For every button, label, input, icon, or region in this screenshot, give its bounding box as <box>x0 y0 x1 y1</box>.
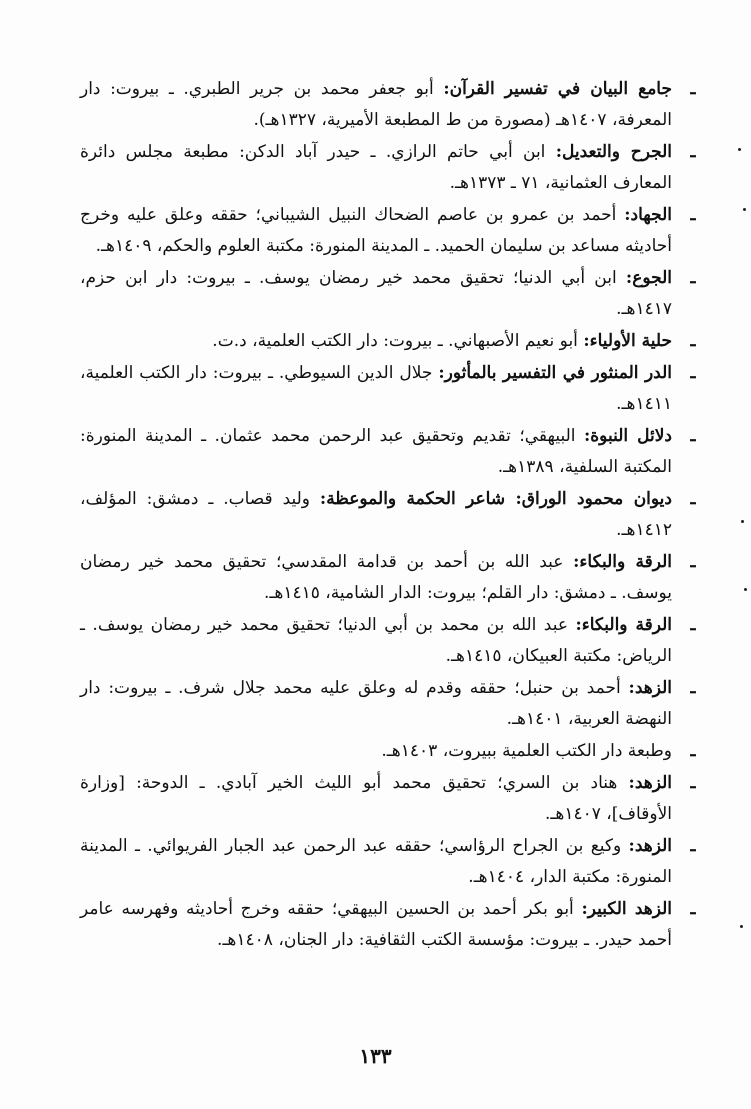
entry-dash: ـ <box>690 426 696 446</box>
entry-dash: ـ <box>690 678 696 698</box>
entry-dash: ـ <box>690 773 696 793</box>
bibliography-list <box>80 74 696 957</box>
entry-text: وطبعة دار الكتب العلمية ببيروت، ١٤٠٣هـ. <box>381 741 672 761</box>
margin-mark <box>738 148 741 151</box>
entry-title: الزهد الكبير: <box>581 899 672 919</box>
entry-text: وكيع بن الجراح الرؤاسي؛ حققه عبد الرحمن عبد الجبار الفريوائي. ـ المدينة المنورة: مكتبة الدار، ١٤٠٤هـ. <box>80 836 672 887</box>
margin-mark <box>740 925 743 928</box>
entry-title: الجرح والتعديل: <box>555 142 672 162</box>
bibliography-entry <box>80 768 696 830</box>
entry-text: وليد قصاب. ـ دمشق: المؤلف، ١٤١٢هـ. <box>80 489 672 540</box>
entry-title: جامع البيان في تفسير القرآن: <box>443 79 672 99</box>
entry-dash: ـ <box>690 363 696 383</box>
bibliography-entry <box>80 736 696 767</box>
bibliography-entry <box>80 137 696 199</box>
entry-title: دلائل النبوة: <box>584 426 672 446</box>
entry-title: الجوع: <box>625 268 672 288</box>
entry-title: الزهد: <box>628 773 672 793</box>
entry-text: أحمد بن حنبل؛ حققه وقدم له وعلق عليه محمد جلال شرف. ـ بيروت: دار النهضة العربية، ١٤٠١هـ. <box>80 678 672 729</box>
entry-title: الرقة والبكاء: <box>575 615 672 635</box>
entry-text: ابن أبي حاتم الرازي. ـ حيدر آباد الدكن: مطبعة مجلس دائرة المعارف العثمانية، ٧١ ـ ١٣٧٣هـ. <box>80 142 672 193</box>
entry-title: حلية الأولياء: <box>583 331 672 351</box>
bibliography-entry <box>80 358 696 420</box>
entry-title: الجهاد: <box>624 205 672 225</box>
entry-text: أبو نعيم الأصبهاني. ـ بيروت: دار الكتب العلمية، د.ت. <box>212 331 584 351</box>
bibliography-entry <box>80 547 696 609</box>
bibliography-entry <box>80 74 696 136</box>
entry-title: الزهد: <box>628 836 672 856</box>
entry-dash: ـ <box>690 489 696 509</box>
entry-title: الرقة والبكاء: <box>573 552 672 572</box>
bibliography-entry <box>80 200 696 262</box>
entry-dash: ـ <box>690 79 696 99</box>
entry-text: هناد بن السري؛ تحقيق محمد أبو الليث الخير آبادي. ـ الدوحة: [وزارة الأوقاف]، ١٤٠٧هـ. <box>80 773 672 824</box>
entry-title: الزهد: <box>628 678 672 698</box>
entry-dash: ـ <box>690 552 696 572</box>
entry-text: جلال الدين السيوطي. ـ بيروت: دار الكتب العلمية، ١٤١١هـ. <box>80 363 672 414</box>
bibliography-entry <box>80 894 696 956</box>
entry-dash: ـ <box>690 899 696 919</box>
bibliography-entry <box>80 421 696 483</box>
entry-title: ديوان محمود الوراق: شاعر الحكمة والموعظة: <box>319 489 672 509</box>
entry-dash: ـ <box>690 142 696 162</box>
entry-text: أبو بكر أحمد بن الحسين البيهقي؛ حققه وخرج أحاديثه وفهرسه عامر أحمد حيدر. ـ بيروت: مؤسسة الكتب الثقافية: دار الجنان، ١٤٠٨هـ. <box>80 899 672 950</box>
bibliography-entry <box>80 673 696 735</box>
entry-dash: ـ <box>690 741 696 761</box>
entry-text: عبد الله بن محمد بن أبي الدنيا؛ تحقيق محمد خير رمضان يوسف. ـ الرياض: مكتبة العبيكان، ١٤١٥هـ. <box>80 615 672 666</box>
margin-mark <box>743 208 746 211</box>
bibliography-entry <box>80 610 696 672</box>
bibliography-entry <box>80 831 696 893</box>
bibliography-entry <box>80 263 696 325</box>
entry-dash: ـ <box>690 268 696 288</box>
entry-dash: ـ <box>690 331 696 351</box>
margin-mark <box>741 520 744 523</box>
entry-text: ابن أبي الدنيا؛ تحقيق محمد خير رمضان يوسف. ـ بيروت: دار ابن حزم، ١٤١٧هـ. <box>80 268 672 319</box>
entry-text: البيهقي؛ تقديم وتحقيق عبد الرحمن محمد عثمان. ـ المدينة المنورة: المكتبة السلفية، ١٣٨٩هـ. <box>80 426 672 477</box>
entry-text: أحمد بن عمرو بن عاصم الضحاك النبيل الشيباني؛ حققه وعلق عليه وخرج أحاديثه مساعد بن سليمان الحميد. ـ المدينة المنورة: مكتبة العلوم والحكم، ١٤٠٩هـ. <box>80 205 672 256</box>
entry-text: عبد الله بن أحمد بن قدامة المقدسي؛ تحقيق محمد خير رمضان يوسف. ـ دمشق: دار القلم؛ بيروت: الدار الشامية، ١٤١٥هـ. <box>80 552 672 603</box>
margin-mark <box>744 588 747 591</box>
bibliography-entry <box>80 326 696 357</box>
entry-dash: ـ <box>690 205 696 225</box>
entry-dash: ـ <box>690 615 696 635</box>
bibliography-entry <box>80 484 696 546</box>
entry-dash: ـ <box>690 836 696 856</box>
entry-title: الدر المنثور في التفسير بالمأثور: <box>438 363 672 383</box>
entry-text: أبو جعفر محمد بن جرير الطبري. ـ بيروت: دار المعرفة، ١٤٠٧هـ (مصورة من ط المطبعة الأميرية، ١٣٢٧هـ). <box>80 79 672 130</box>
page-number: ١٣٣ <box>359 1044 392 1068</box>
